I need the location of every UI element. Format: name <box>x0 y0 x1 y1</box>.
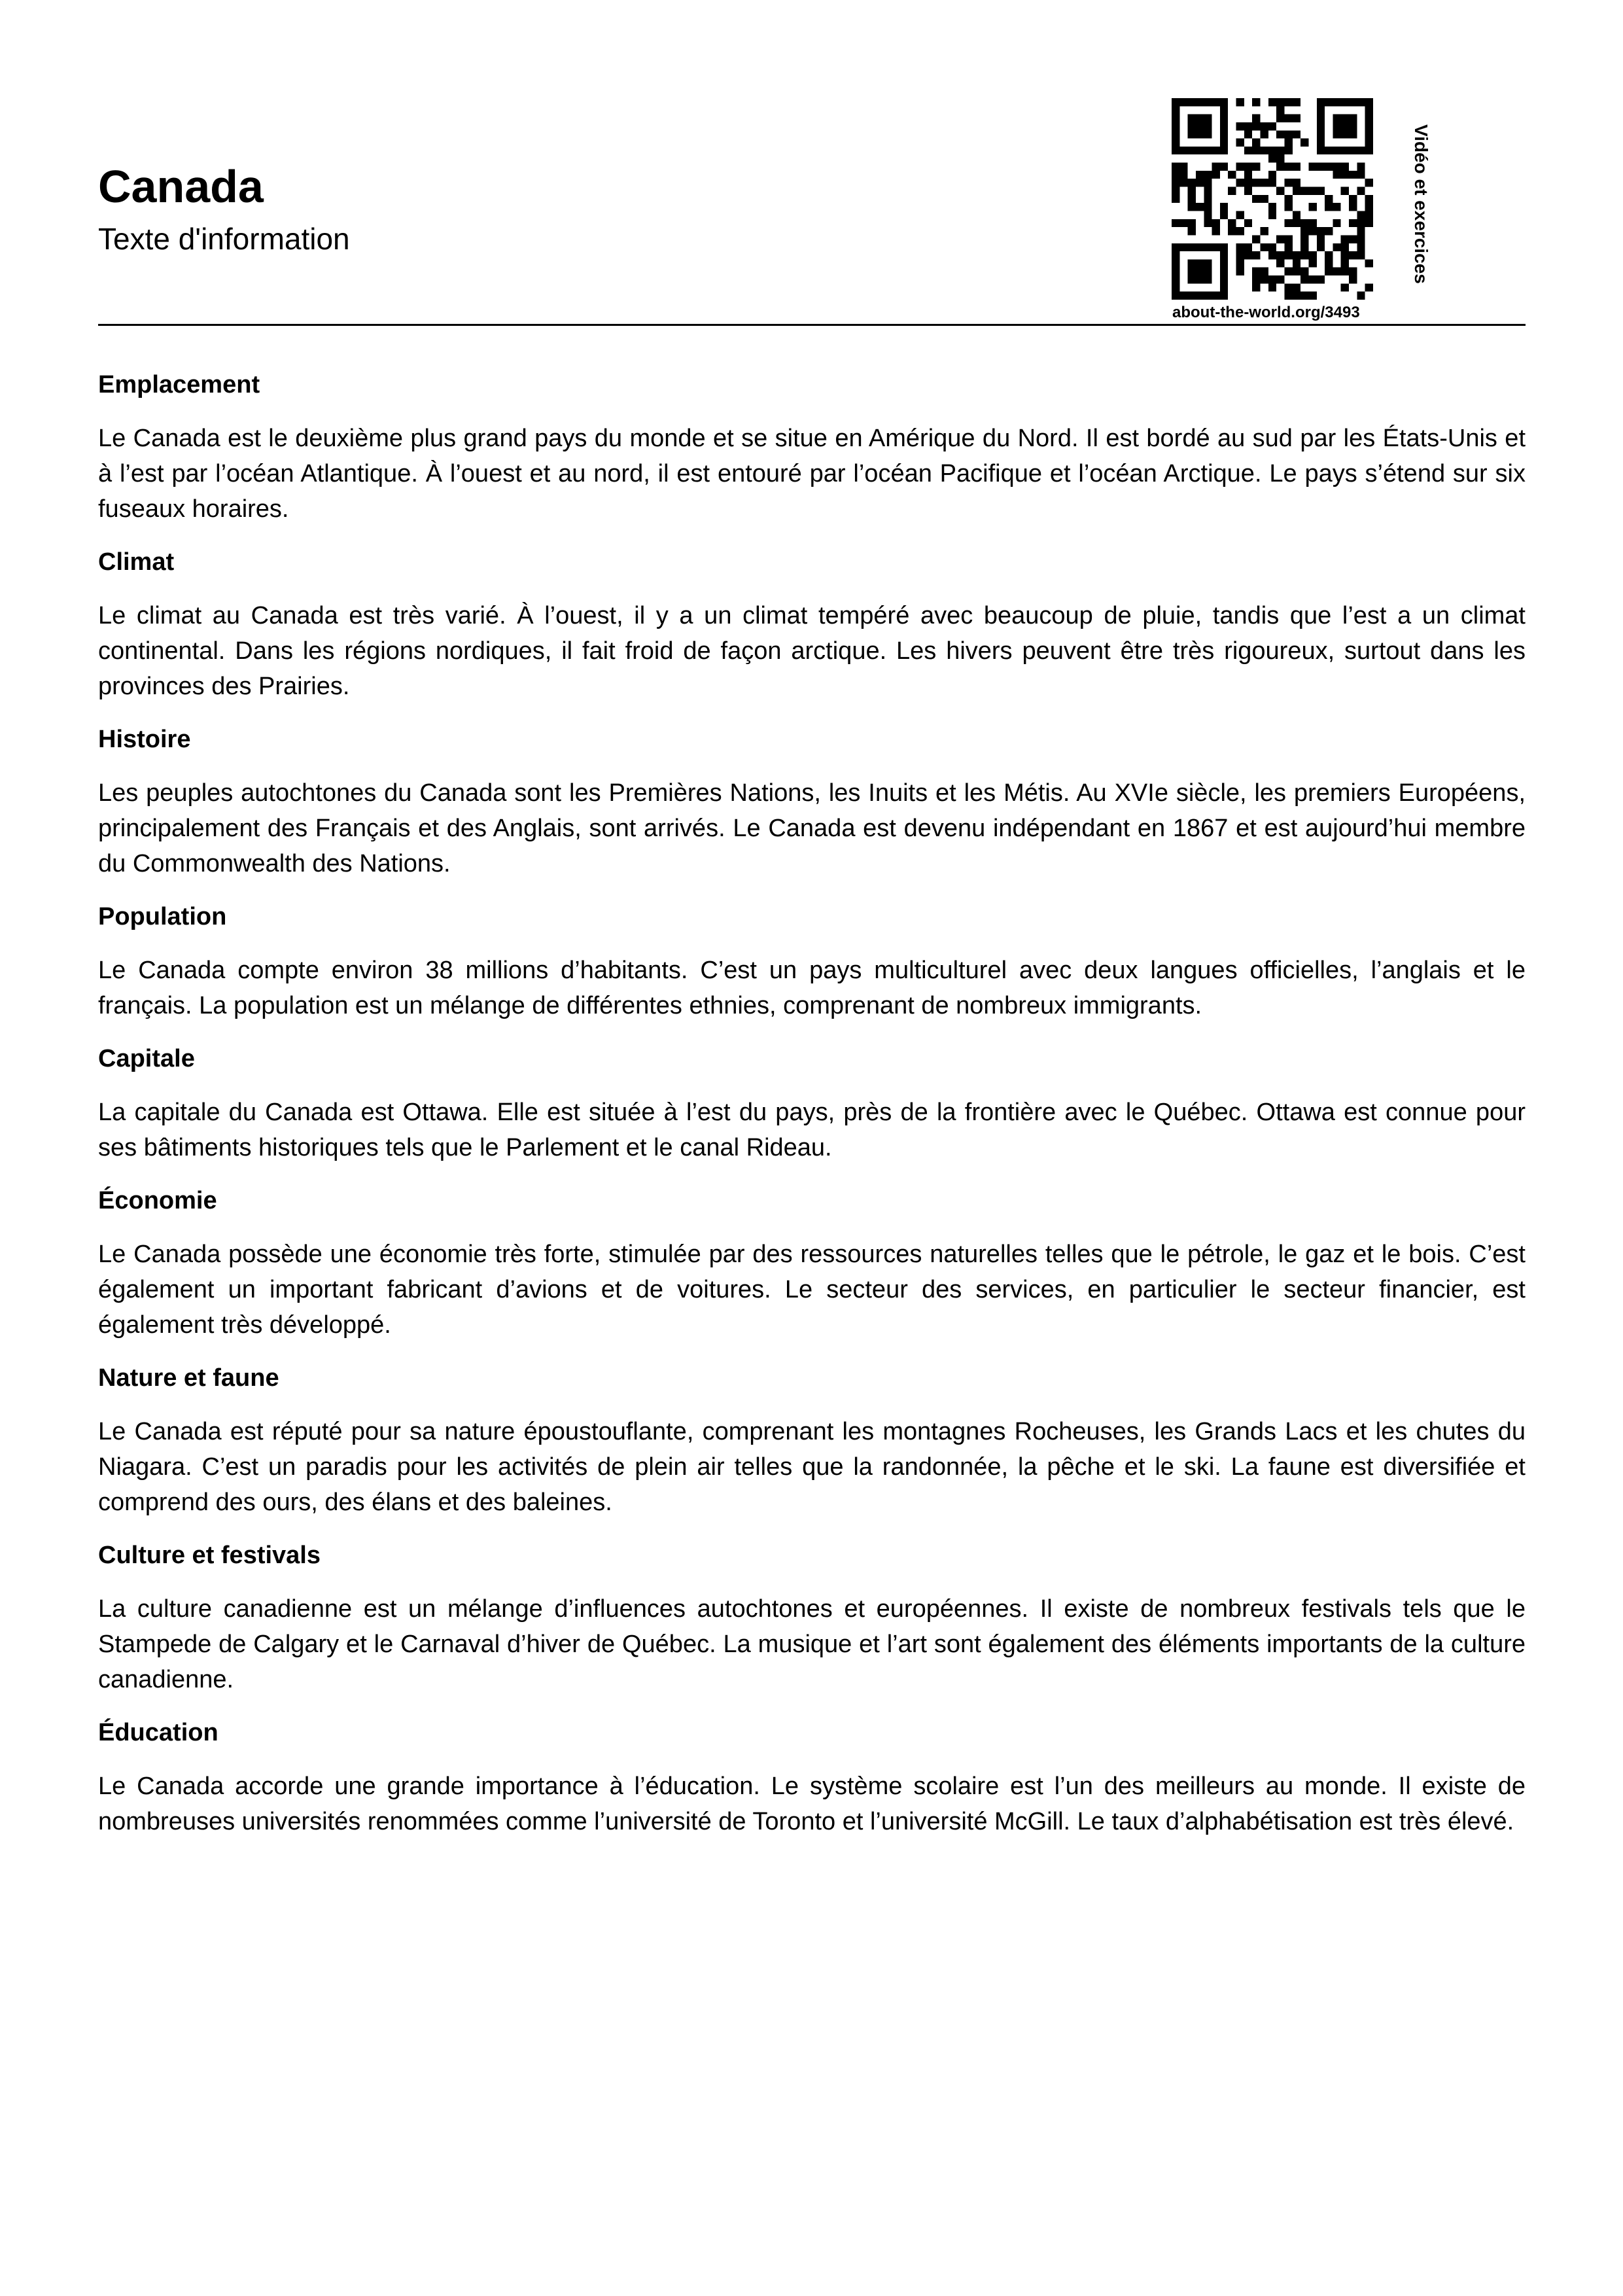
section-heading: Population <box>98 903 227 930</box>
section-capitale <box>98 1044 1526 1165</box>
section-histoire <box>98 724 1526 881</box>
section-text: Le Canada est le deuxième plus grand pays du monde et se situe en Amérique du Nord. Il est bordé au sud par les États-Unis et à l’est par l’océan Atlantique. À l’ouest et au nord, il est entouré par l’océan Pacifique et l’océan Arctique. Le pays s’étend sur six fuseaux horaires. <box>98 425 1526 523</box>
section-text: La culture canadienne est un mélange d’influences autochtones et européennes. Il existe de nombreux festivals tels que le Stampede de Calgary et le Carnaval d’hiver de Québec. La musique et l’art sont également des éléments importants de la culture canadienne. <box>98 1595 1526 1693</box>
section-heading: Emplacement <box>98 371 260 398</box>
qr-url-link[interactable]: about-the-world.org/3493 <box>1172 304 1360 321</box>
section-text: Le climat au Canada est très varié. À l’ouest, il y a un climat tempéré avec beaucoup de pluie, tandis que l’est a un climat continental. Dans les régions nordiques, il fait froid de façon arctique. Les hivers peuvent être très rigoureux, surtout dans les provinces des Prairies. <box>98 602 1526 700</box>
section-heading: Éducation <box>98 1719 218 1746</box>
section-heading: Histoire <box>98 726 191 753</box>
section-text: Le Canada accorde une grande importance à l’éducation. Le système scolaire est l’un des meilleurs au monde. Il existe de nombreuses universités renommées comme l’université de Toronto et l’université McGill. Le taux d’alphabétisation est très élevé. <box>98 1773 1526 1835</box>
section-text: Le Canada est réputé pour sa nature époustouflante, comprenant les montagnes Rocheuses, les Grands Lacs et les chutes du Niagara. C’est un paradis pour les activités de plein air telles que la randonnée, la pêche et le ski. La faune est diversifiée et comprend des ours, des élans et des baleines. <box>98 1418 1526 1516</box>
document-body <box>98 370 1526 1860</box>
video-exercises-label: Vidéo et exercices <box>1411 124 1431 284</box>
section-text: Les peuples autochtones du Canada sont les Premières Nations, les Inuits et les Métis. Au XVIe siècle, les premiers Européens, principalement des Français et des Anglais, sont arrivés. Le Canada est devenu indépendant en 1867 et est aujourd’hui membre du Commonwealth des Nations. <box>98 779 1526 877</box>
section-population <box>98 902 1526 1023</box>
page-title: Canada <box>98 161 264 212</box>
section-text: Le Canada possède une économie très forte, stimulée par des ressources naturelles telles que le pétrole, le gaz et le bois. C’est également un important fabricant d’avions et de voitures. Le secteur des services, en particulier le secteur financier, est également très développé. <box>98 1241 1526 1339</box>
section-text: Le Canada compte environ 38 millions d’habitants. C’est un pays multiculturel avec deux langues officielles, l’anglais et le français. La population est un mélange de différentes ethnies, comprenant de nombreux immigrants. <box>98 957 1526 1019</box>
section-heading: Climat <box>98 548 175 576</box>
section-heading: Culture et festivals <box>98 1542 321 1569</box>
section-economie <box>98 1186 1526 1343</box>
header-divider <box>98 324 1526 326</box>
section-text: La capitale du Canada est Ottawa. Elle est située à l’est du pays, près de la frontière avec le Québec. Ottawa est connue pour ses bâtiments historiques tels que le Parlement et le canal Rideau. <box>98 1099 1526 1161</box>
section-culture-festivals <box>98 1540 1526 1697</box>
section-emplacement <box>98 370 1526 527</box>
section-education <box>98 1718 1526 1839</box>
page-subtitle: Texte d'information <box>98 222 350 256</box>
section-heading: Économie <box>98 1187 217 1214</box>
section-heading: Capitale <box>98 1045 195 1072</box>
section-nature-faune <box>98 1363 1526 1520</box>
section-climat <box>98 547 1526 704</box>
section-heading: Nature et faune <box>98 1364 279 1392</box>
qr-code-icon[interactable] <box>1168 98 1377 300</box>
